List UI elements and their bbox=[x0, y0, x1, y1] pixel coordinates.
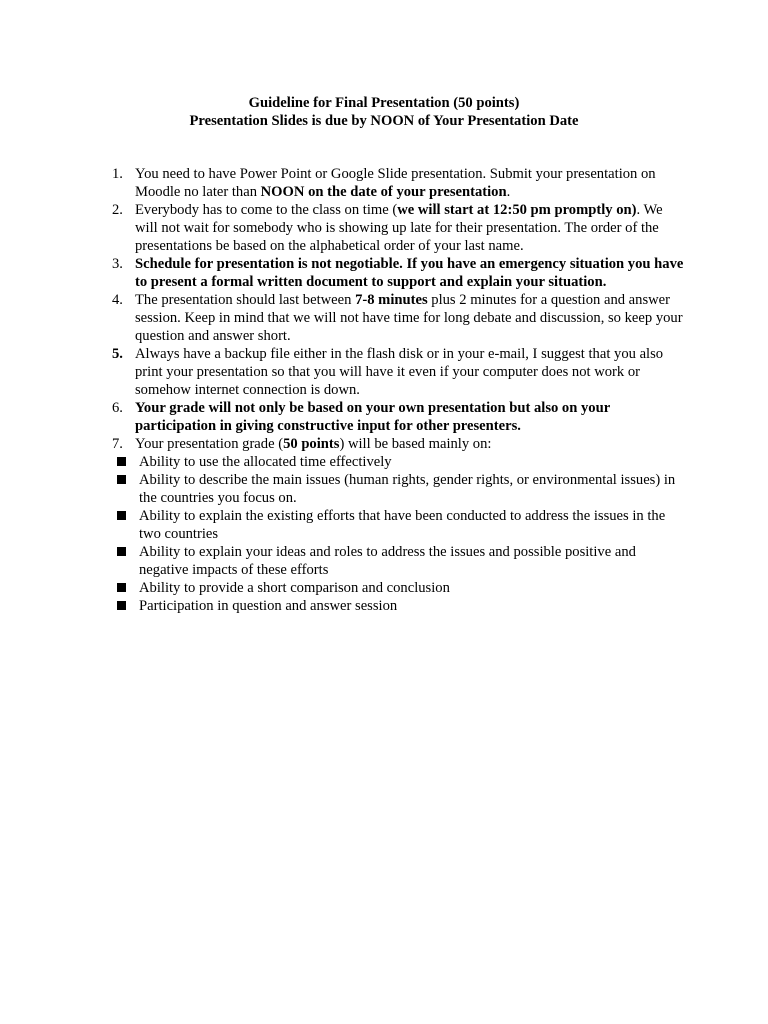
title-line-1: Guideline for Final Presentation (50 points) bbox=[248, 95, 520, 111]
square-bullet-icon bbox=[117, 547, 126, 556]
square-bullet-icon bbox=[117, 511, 126, 520]
item-bold-text: 50 points bbox=[283, 436, 340, 452]
criteria-text: Ability to describe the main issues (human rights, gender rights, or environmental issues) in the countries you focus on. bbox=[139, 472, 676, 506]
list-item-1 bbox=[108, 165, 688, 201]
criteria-item-5 bbox=[108, 579, 688, 597]
item-bold-text: Your grade will not only be based on your own presentation but also on your participation in giving constructive input for other presenters. bbox=[135, 400, 610, 434]
list-item-2 bbox=[108, 201, 688, 255]
criteria-item-4 bbox=[108, 543, 688, 579]
criteria-item-2 bbox=[108, 471, 688, 507]
item-bold-text: Schedule for presentation is not negotiable. If you have an emergency situation you have to present a formal written document to support and explain your situation. bbox=[135, 256, 684, 290]
criteria-text: Participation in question and answer session bbox=[139, 598, 398, 614]
criteria-text: Ability to explain your ideas and roles to address the issues and possible positive and negative impacts of these efforts bbox=[139, 544, 636, 578]
item-number: 3. bbox=[112, 256, 123, 272]
item-text: Always have a backup file either in the flash disk or in your e-mail, I suggest that you also print your presentation so that you will have it even if your computer does not work or somehow internet connection is down. bbox=[135, 346, 664, 398]
criteria-text: Ability to explain the existing efforts that have been conducted to address the issues in the two countries bbox=[139, 508, 666, 542]
title-line-2: Presentation Slides is due by NOON of Your Presentation Date bbox=[189, 113, 579, 129]
guideline-list bbox=[108, 165, 688, 615]
item-number: 1. bbox=[112, 166, 123, 182]
item-number: 6. bbox=[112, 400, 123, 416]
item-number: 2. bbox=[112, 202, 123, 218]
item-bold-text: NOON on the date of your presentation bbox=[260, 184, 507, 200]
item-number: 7. bbox=[112, 436, 123, 452]
criteria-item-3 bbox=[108, 507, 688, 543]
item-text: The presentation should last between bbox=[135, 292, 356, 308]
item-text: . We will not wait for somebody who is showing up late for their presentation. The order of the presentations be based on the alphabetical order of your last name. bbox=[135, 202, 663, 254]
item-bold-text: 7-8 minutes bbox=[355, 292, 428, 308]
square-bullet-icon bbox=[117, 583, 126, 592]
item-text: . bbox=[506, 184, 511, 200]
list-item-3 bbox=[108, 255, 688, 291]
item-text: You need to have Power Point or Google Slide presentation. Submit your presentation on Moodle no later than bbox=[135, 166, 656, 200]
criteria-text: Ability to provide a short comparison and conclusion bbox=[139, 580, 450, 596]
item-number: 4. bbox=[112, 292, 123, 308]
criteria-item-6 bbox=[108, 597, 688, 615]
document-title bbox=[0, 94, 768, 130]
list-item-4 bbox=[108, 291, 688, 345]
square-bullet-icon bbox=[117, 475, 126, 484]
criteria-text: Ability to use the allocated time effectively bbox=[139, 454, 392, 470]
criteria-item-1 bbox=[108, 453, 688, 471]
item-bold-text: we will start at 12:50 pm promptly on) bbox=[397, 202, 637, 218]
item-text: plus 2 minutes for a question and answer session. Keep in mind that we will not have time for long debate and discussion, so keep your question and answer short. bbox=[135, 292, 683, 344]
list-item-6 bbox=[108, 399, 688, 435]
item-text: ) will be based mainly on: bbox=[339, 436, 492, 452]
item-number: 5. bbox=[112, 346, 123, 362]
list-item-5 bbox=[108, 345, 688, 399]
list-item-7 bbox=[108, 435, 688, 453]
item-text: Your presentation grade ( bbox=[135, 436, 284, 452]
square-bullet-icon bbox=[117, 601, 126, 610]
square-bullet-icon bbox=[117, 457, 126, 466]
item-text: Everybody has to come to the class on time ( bbox=[135, 202, 398, 218]
